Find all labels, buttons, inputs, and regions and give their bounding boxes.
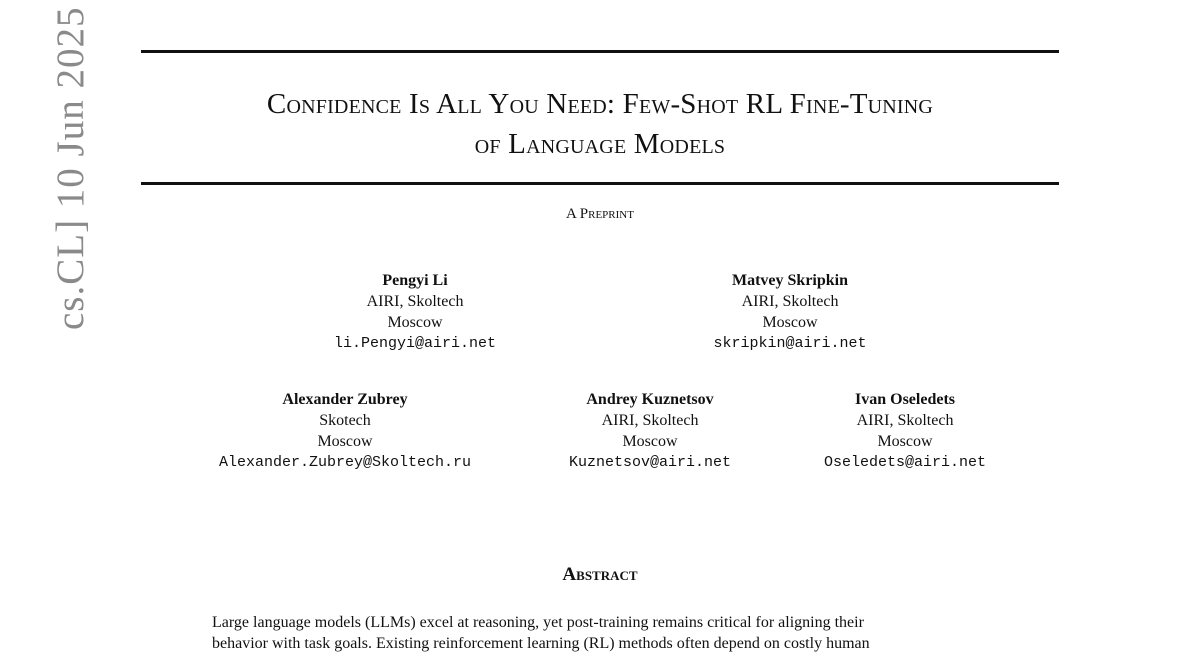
preprint-label: A Preprint <box>566 206 634 222</box>
paper-title-line2: of Language Models <box>474 128 726 160</box>
author-affiliation: AIRI, Skoltech <box>366 293 464 310</box>
author-block <box>680 270 900 354</box>
abstract-line: behavior with task goals. Existing reinforcement learning (RL) methods often depend on costly human <box>212 635 870 652</box>
author-email[interactable]: li.Pengyi@airi.net <box>333 335 497 352</box>
author-email[interactable]: Alexander.Zubrey@Skoltech.ru <box>218 454 472 471</box>
author-block <box>545 389 755 473</box>
author-name: Alexander Zubrey <box>282 391 408 408</box>
author-email[interactable]: Kuznetsov@airi.net <box>568 454 732 471</box>
author-affiliation: AIRI, Skoltech <box>601 412 699 429</box>
author-name: Ivan Oseledets <box>855 391 955 408</box>
author-affiliation: AIRI, Skoltech <box>741 293 839 310</box>
paper-title-line1: Confidence Is All You Need: Few-Shot RL Fine-Tuning <box>266 88 934 120</box>
author-block <box>300 270 530 354</box>
arxiv-sidebar-stamp: cs.CL] 10 Jun 2025 <box>49 6 92 330</box>
author-city: Moscow <box>317 433 373 450</box>
title-top-rule <box>141 50 1059 53</box>
abstract-heading: Abstract <box>562 564 638 585</box>
author-block <box>190 389 500 473</box>
author-city: Moscow <box>877 433 933 450</box>
author-name: Pengyi Li <box>382 272 448 289</box>
title-bottom-rule <box>141 182 1059 185</box>
author-city: Moscow <box>387 314 443 331</box>
paper-title <box>141 84 1059 164</box>
author-city: Moscow <box>762 314 818 331</box>
author-name: Andrey Kuznetsov <box>586 391 714 408</box>
author-affiliation: AIRI, Skoltech <box>856 412 954 429</box>
abstract-line: Large language models (LLMs) excel at reasoning, yet post-training remains critical for aligning their <box>212 614 864 631</box>
author-name: Matvey Skripkin <box>731 272 848 289</box>
author-email[interactable]: Oseledets@airi.net <box>823 454 987 471</box>
author-block <box>800 389 1010 473</box>
author-email[interactable]: skripkin@airi.net <box>713 335 867 352</box>
author-affiliation: Skotech <box>319 412 371 429</box>
author-city: Moscow <box>622 433 678 450</box>
